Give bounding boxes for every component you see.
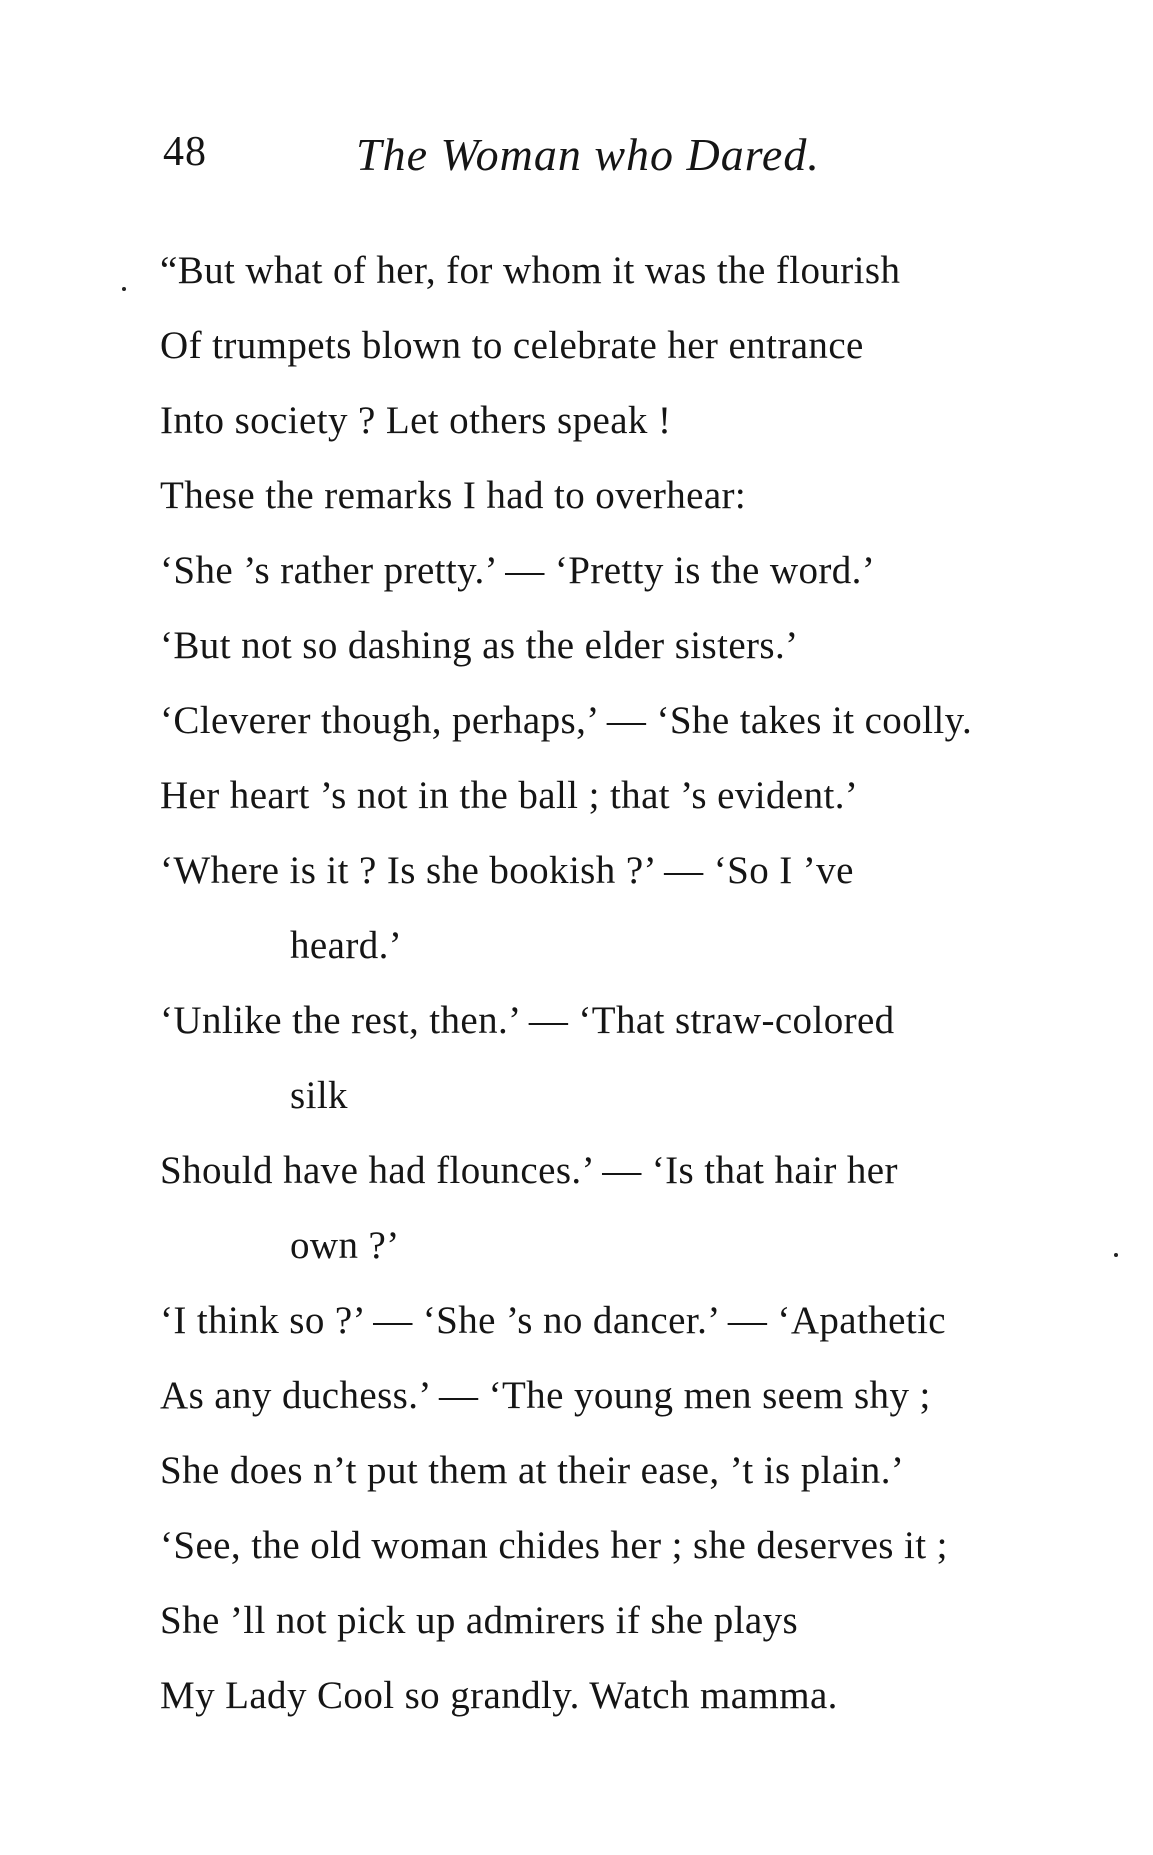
poem-line-6: ‘But not so dashing as the elder sisters.’ (160, 624, 799, 667)
poem-line-1: “But what of her, for whom it was the flourish (160, 249, 901, 292)
print-speck (1114, 1253, 1118, 1257)
poem-line-9-runover: heard.’ (290, 924, 403, 967)
poem-line-4: These the remarks I had to overhear: (160, 474, 747, 517)
poem-line-10: ‘Unlike the rest, then.’ — ‘That straw-colored (160, 999, 895, 1042)
poem-line-5: ‘She ’s rather pretty.’ — ‘Pretty is the word.’ (160, 549, 876, 592)
poem-line-15: ‘See, the old woman chides her ; she deserves it ; (160, 1524, 948, 1567)
poem-line-16: She ’ll not pick up admirers if she plays (160, 1599, 799, 1642)
poem-line-7: ‘Cleverer though, perhaps,’ — ‘She takes it coolly. (160, 699, 973, 742)
poem-line-11: Should have had flounces.’ — ‘Is that hair her (160, 1149, 898, 1192)
poem-line-3: Into society ? Let others speak ! (160, 399, 672, 442)
poem-line-13: As any duchess.’ — ‘The young men seem shy ; (160, 1374, 931, 1417)
poem-line-14: She does n’t put them at their ease, ’t is plain.’ (160, 1449, 905, 1492)
poem-line-11-runover: own ?’ (290, 1224, 400, 1267)
print-speck (122, 287, 126, 291)
poem-line-17: My Lady Cool so grandly. Watch mamma. (160, 1674, 838, 1717)
page-header (0, 128, 1153, 188)
poem-line-2: Of trumpets blown to celebrate her entrance (160, 324, 864, 367)
page-number: 48 (163, 129, 207, 175)
running-title: The Woman who Dared. (356, 129, 820, 180)
poem-line-12: ‘I think so ?’ — ‘She ’s no dancer.’ — ‘Apathetic (160, 1299, 947, 1342)
poem-line-9: ‘Where is it ? Is she bookish ?’ — ‘So I ’ve (160, 849, 854, 892)
poem-line-8: Her heart ’s not in the ball ; that ’s evident.’ (160, 774, 859, 817)
poem-line-10-runover: silk (290, 1074, 348, 1117)
